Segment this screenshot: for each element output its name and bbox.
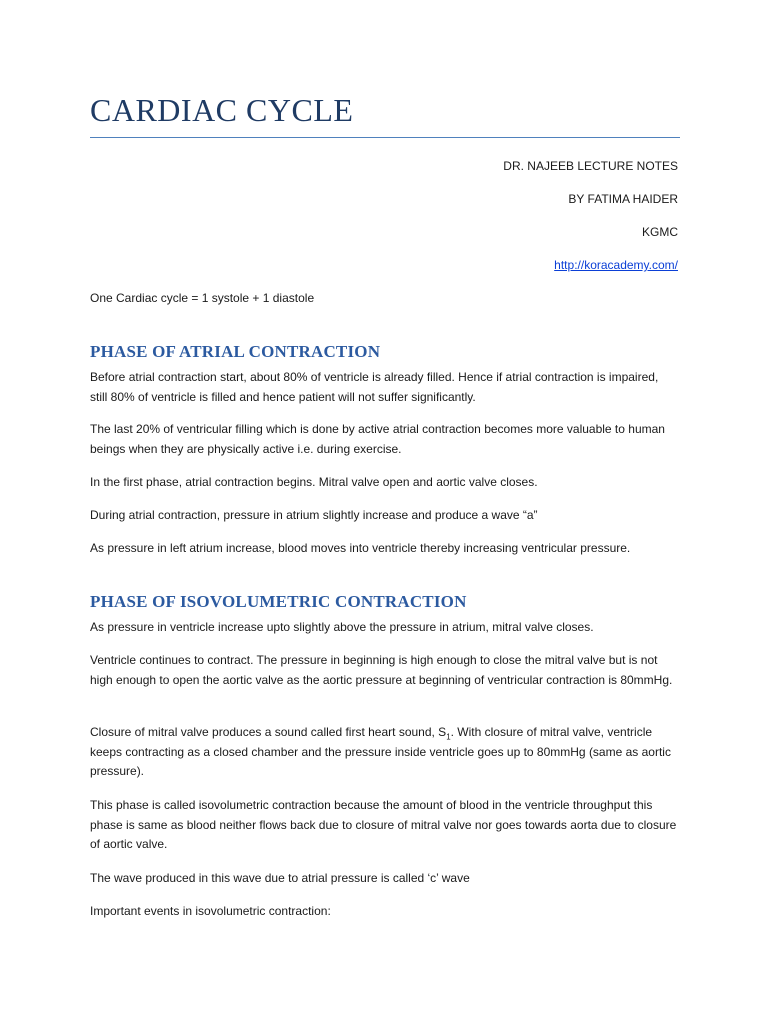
- text-run: . With closure of mitral valve, ventricle keeps contracting as a closed chamber and the pressure inside ventricle goes up to 80mmHg (same as aortic pressure).: [90, 725, 671, 778]
- paragraph: As pressure in ventricle increase upto slightly above the pressure in atrium, mitral valve closes.: [90, 620, 594, 634]
- section-heading-atrial: PHASE OF ATRIAL CONTRACTION: [90, 342, 381, 361]
- author-line-1: DR. NAJEEB LECTURE NOTES: [503, 159, 678, 173]
- paragraph: During atrial contraction, pressure in atrium slightly increase and produce a wave “a”: [90, 508, 538, 522]
- intro-text: One Cardiac cycle = 1 systole + 1 diastole: [90, 291, 315, 305]
- paragraph: [90, 723, 678, 782]
- title-underline: [90, 137, 680, 138]
- paragraph: As pressure in left atrium increase, blood moves into ventricle thereby increasing ventricular pressure.: [90, 541, 631, 555]
- paragraph: Important events in isovolumetric contraction:: [90, 904, 331, 918]
- author-line-2: BY FATIMA HAIDER: [568, 192, 678, 206]
- page-title: CARDIAC CYCLE: [90, 92, 354, 128]
- website-link[interactable]: http://koracademy.com/: [554, 258, 678, 272]
- subscript: 1: [446, 732, 451, 742]
- author-line-3: KGMC: [642, 225, 678, 239]
- paragraph: Before atrial contraction start, about 80% of ventricle is already filled. Hence if atrial contraction is impaired, still 80% of ventricle is filled and hence patient will not suffer significantly.: [90, 370, 659, 404]
- paragraph: In the first phase, atrial contraction begins. Mitral valve open and aortic valve closes.: [90, 475, 538, 489]
- paragraph: The last 20% of ventricular filling which is done by active atrial contraction becomes more valuable to human beings when they are physically active i.e. during exercise.: [90, 422, 665, 456]
- paragraph: Ventricle continues to contract. The pressure in beginning is high enough to close the mitral valve but is not high enough to open the aortic valve as the aortic pressure at beginning of ventricular contraction is 80mmHg.: [90, 653, 673, 687]
- paragraph: This phase is called isovolumetric contraction because the amount of blood in the ventricle throughput this phase is same as blood neither flows back due to closure of mitral valve nor goes towards aorta due to closure of aortic valve.: [90, 798, 677, 851]
- website-link-line: [554, 257, 678, 273]
- text-run: Closure of mitral valve produces a sound called first heart sound, S: [90, 725, 447, 739]
- section-heading-isovolumetric: PHASE OF ISOVOLUMETRIC CONTRACTION: [90, 592, 467, 611]
- paragraph: The wave produced in this wave due to atrial pressure is called ‘c’ wave: [90, 871, 470, 885]
